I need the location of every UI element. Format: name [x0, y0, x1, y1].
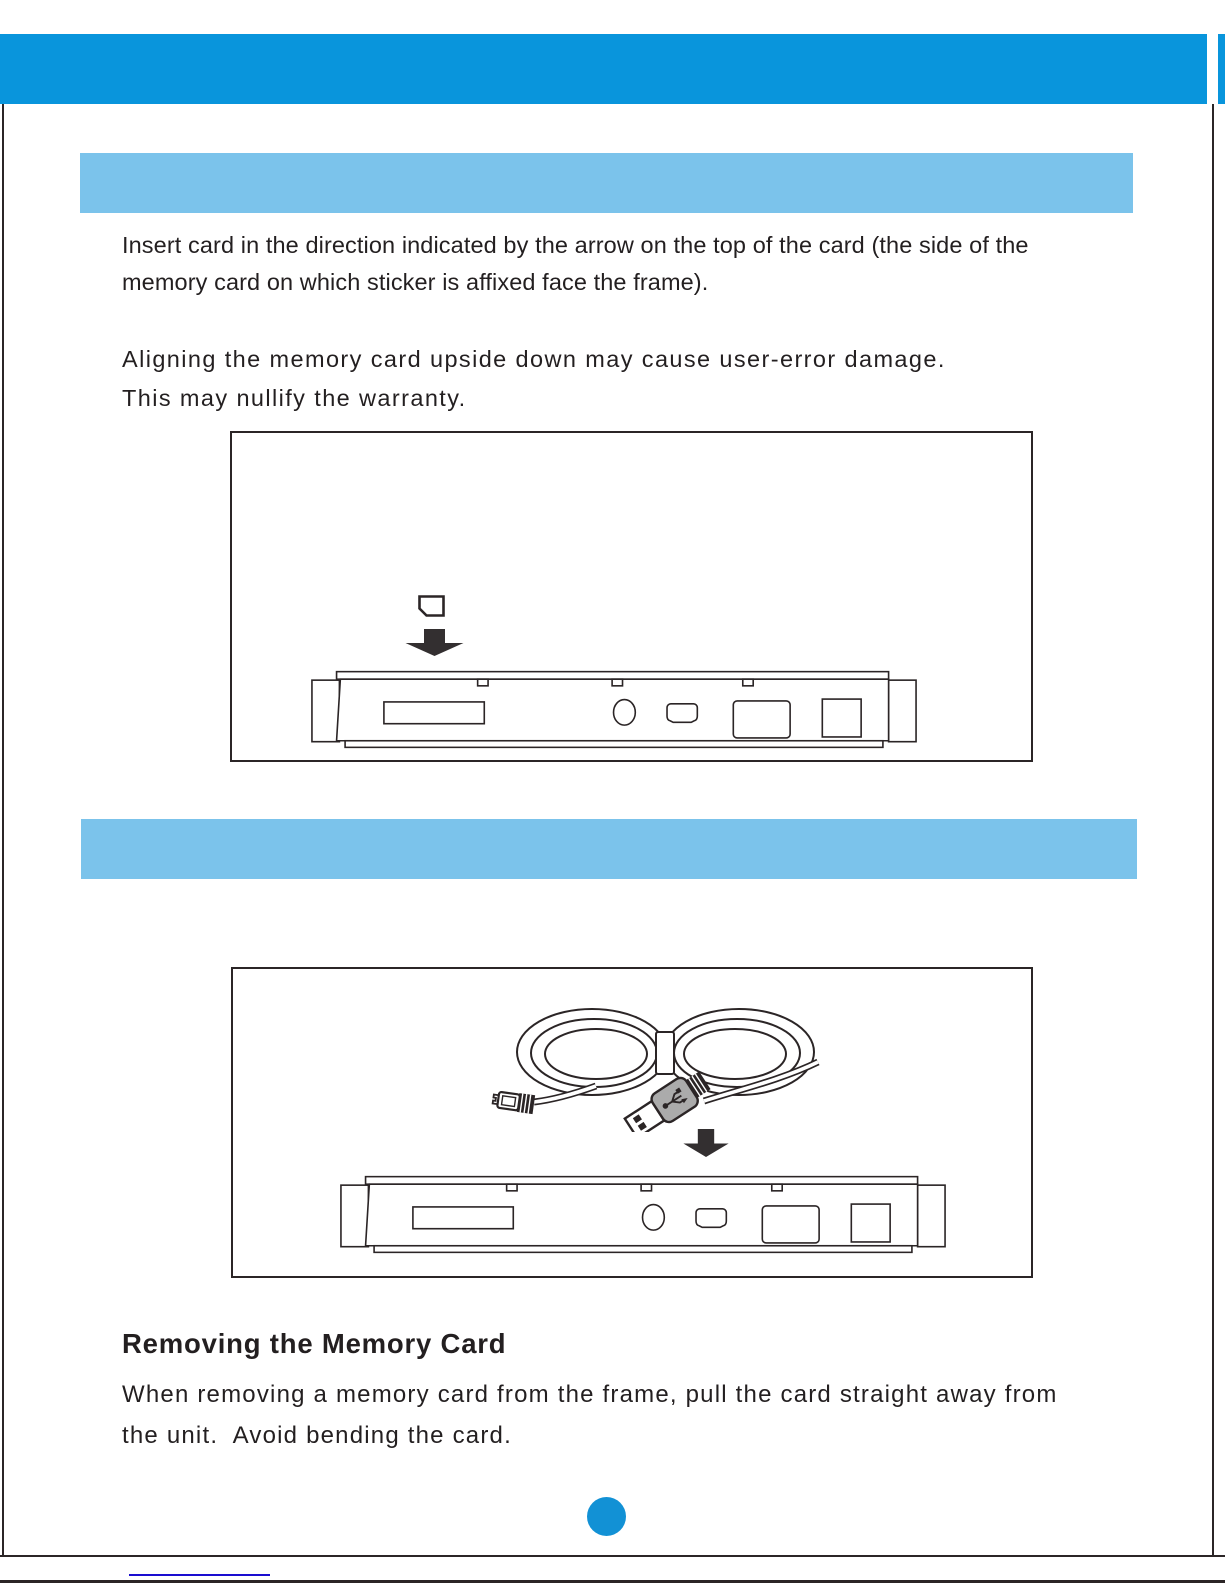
page-number-dot [587, 1497, 626, 1536]
warning-paragraph [122, 340, 946, 417]
header-bar [0, 34, 1207, 104]
intro-paragraph [122, 227, 1029, 301]
memory-card-icon [418, 595, 445, 617]
diagram-usb-connection-frame [231, 967, 1033, 1278]
content-left-border [2, 104, 4, 1556]
removing-heading: Removing the Memory Card [122, 1328, 507, 1359]
frame-back-panel-drawing [311, 669, 917, 750]
removing-line-1: When removing a memory card from the frame, pull the card straight away from [122, 1381, 1058, 1408]
usb-cable-icon [476, 1002, 861, 1132]
content-right-border [1212, 104, 1214, 1556]
footer-link-underline[interactable] [129, 1574, 270, 1576]
page-bottom-rule [0, 1580, 1225, 1583]
intro-line-1: Insert card in the direction indicated by the arrow on the top of the card (the side of the [122, 232, 1029, 258]
warning-line-2: This may nullify the warranty. [122, 384, 467, 411]
section-bar-insert-card [80, 153, 1133, 213]
diagram-insert-card-frame [230, 431, 1033, 762]
intro-line-2: memory card on which sticker is affixed face the frame). [122, 269, 709, 295]
section-bar-usb-connection [81, 819, 1137, 879]
down-arrow-icon [405, 629, 464, 656]
down-arrow-icon [683, 1129, 729, 1157]
frame-back-panel-drawing [340, 1174, 946, 1255]
removing-line-2: the unit. Avoid bending the card. [122, 1422, 512, 1449]
header-bar-edge-fragment [1218, 34, 1225, 104]
warning-line-1: Aligning the memory card upside down may cause user-error damage. [122, 346, 946, 372]
removing-paragraph [122, 1374, 1058, 1456]
content-bottom-rule [0, 1555, 1225, 1557]
